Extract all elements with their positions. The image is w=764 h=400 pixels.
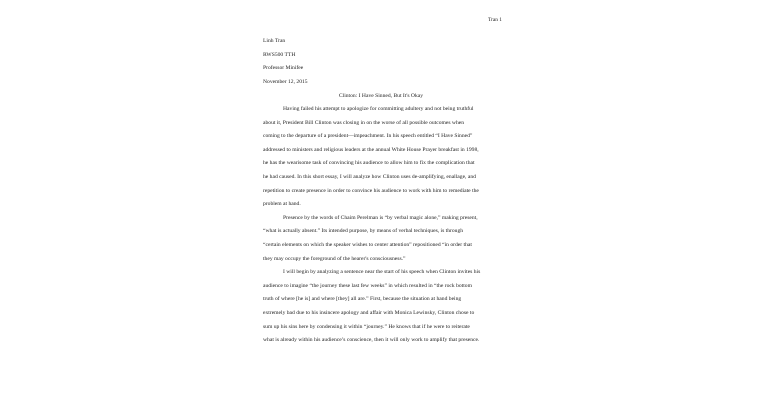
text-line: repetition to create presence in order to convince his audience to work with him to remediate the — [263, 187, 479, 194]
text-line: truth of where [he is] and where [they] all are.” First, because the situation at hand being — [263, 296, 462, 303]
text-line: “what is actually absent.” Its intended purpose, by means of verbal techniques, is through — [263, 228, 464, 235]
text-line: audience to imagine “the journey these last few weeks” in which resulted in “the rock bottom — [263, 282, 472, 289]
text-line: he had caused. In this short essay, I will analyze how Clinton uses de-amplifying, enallage, and — [263, 173, 476, 180]
course-name: RWS500 TTH — [263, 51, 296, 58]
text-line: “certain elements on which the speaker wishes to center attention” repositioned “in order that — [263, 241, 472, 248]
paragraph-2 — [263, 215, 503, 269]
text-line: what is already within his audience’s conscience, then it will only work to amplify that presence. — [263, 337, 480, 344]
text-line: I will begin by analyzing a sentence near the start of his speech when Clinton invites his — [283, 269, 481, 276]
text-line: they may occupy the foreground of the hearer's consciousness.” — [263, 255, 406, 262]
text-line: addressed to ministers and religious leaders at the annual White House Prayer breakfast in 1998, — [263, 146, 479, 153]
essay-title: Clinton: I Have Sinned, But It's Okay — [338, 93, 424, 99]
text-line: extremely bad due to his insincere apology and affair with Monica Lewinsky, Clinton chose to — [263, 309, 475, 316]
text-line: sum up his sins here by condensing it within “journey.” He knows that if he were to reiterate — [263, 323, 470, 330]
essay-body — [263, 106, 503, 351]
heading-block — [263, 38, 308, 92]
running-head: Tran 1 — [487, 17, 502, 23]
document-date: November 12, 2015 — [263, 78, 308, 85]
author-name: Linh Tran — [263, 38, 286, 44]
professor-name: Professor Minifee — [263, 65, 304, 72]
paragraph-1 — [263, 106, 503, 215]
text-line: problem at hand. — [263, 201, 301, 208]
text-line: he has the wearisome task of convincing his audience to allow him to fix the complication that — [263, 160, 475, 167]
text-line: Presence by the words of Chaim Perelman is “by verbal magic alone,” making present, — [283, 214, 478, 221]
paragraph-3 — [263, 269, 503, 351]
text-line: Having failed his attempt to apologize for committing adultery and not being truthful — [283, 106, 474, 112]
text-line: coming to the departure of a president—impeachment. In his speech entitled “I Have Sinned” — [263, 133, 473, 140]
text-line: about it, President Bill Clinton was closing in on the worse of all possible outcomes when — [263, 119, 465, 126]
